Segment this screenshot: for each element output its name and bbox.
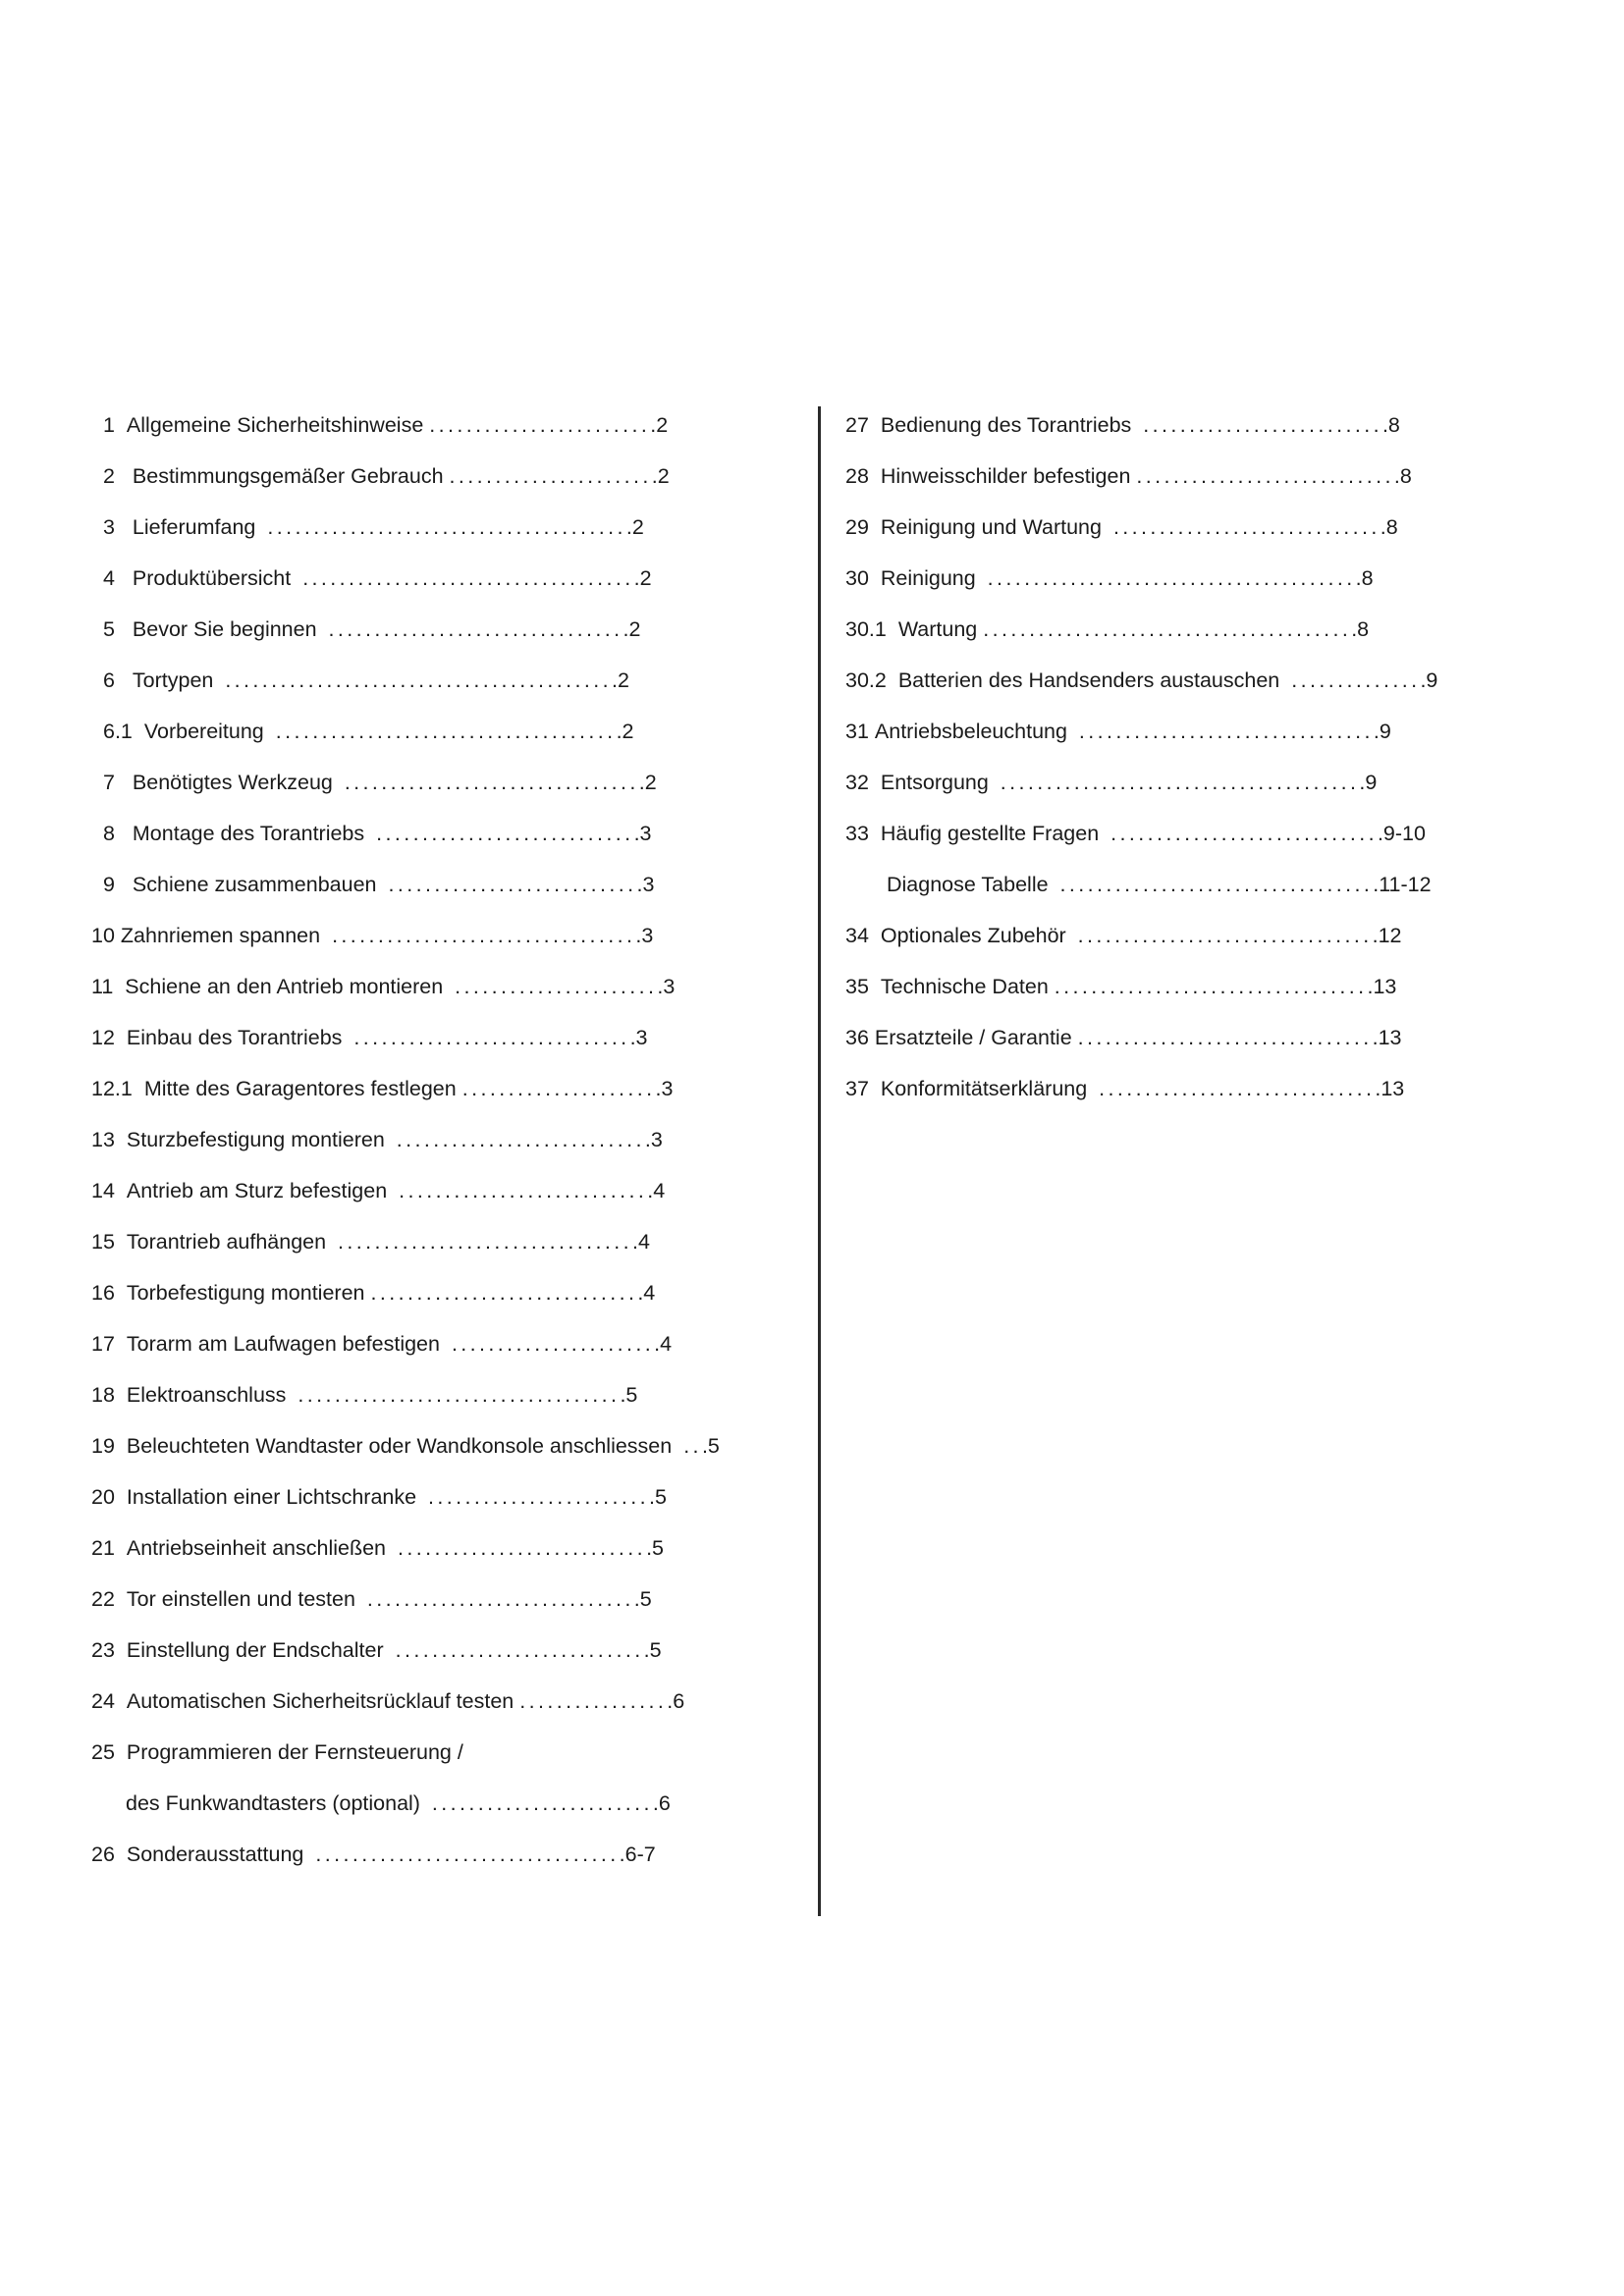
toc-leader-dots: .............................	[1110, 822, 1378, 845]
toc-entry-number: 7	[103, 771, 115, 794]
toc-entry-page: .8	[1355, 566, 1374, 590]
toc-entry-number: 31	[845, 720, 869, 743]
toc-leader-dots: ...........................	[396, 1128, 645, 1151]
toc-entry-number: 12	[91, 1026, 115, 1049]
toc-entry-number: 27	[845, 413, 869, 437]
toc-entry-title: Antrieb am Sturz befestigen	[126, 1179, 388, 1202]
toc-entry-number: 14	[91, 1179, 115, 1202]
toc-entry-number: 6	[103, 668, 115, 692]
toc-entry-number: 29	[845, 515, 869, 539]
toc-entry-title: Lieferumfang	[132, 515, 256, 539]
toc-entry	[91, 1686, 684, 1716]
toc-leader-dots: ......................	[451, 1332, 655, 1356]
toc-leader-dots: ................................	[1078, 720, 1374, 743]
toc-entry-number: 11	[91, 975, 114, 998]
toc-entry-page: .9	[1359, 771, 1378, 794]
toc-entry	[845, 921, 1402, 950]
toc-entry	[91, 972, 675, 1001]
toc-entry	[91, 921, 653, 950]
toc-entry	[845, 972, 1396, 1001]
toc-entry-title: Ersatzteile / Garantie	[874, 1026, 1072, 1049]
toc-leader-dots: .......................................	[267, 515, 626, 539]
toc-leader-dots: ..............................	[353, 1026, 630, 1049]
toc-entry	[845, 768, 1377, 797]
toc-entry	[845, 512, 1398, 542]
toc-entry-title: Bedienung des Torantriebs	[880, 413, 1132, 437]
toc-entry	[91, 1074, 673, 1103]
toc-entry-title: Installation einer Lichtschranke	[126, 1485, 417, 1509]
toc-entry-number: 9	[103, 873, 115, 896]
toc-leader-dots: ...........................	[395, 1638, 644, 1662]
toc-leader-dots: .......................................	[1000, 771, 1360, 794]
toc-entry-title: Tor einstellen und testen	[126, 1587, 355, 1611]
toc-leader-dots: .............................	[366, 1587, 634, 1611]
toc-entry-page: .5	[633, 1587, 652, 1611]
toc-entry-title: Beleuchteten Wandtaster oder Wandkonsole anschliessen	[126, 1434, 673, 1458]
toc-entry	[91, 1584, 652, 1614]
toc-entry-number: 21	[91, 1536, 115, 1560]
toc-leader-dots: ........................	[429, 413, 651, 437]
toc-entry-title: Technische Daten	[880, 975, 1049, 998]
toc-entry	[103, 563, 652, 593]
toc-entry-number: 30	[845, 566, 869, 590]
toc-entry-title: Häufig gestellte Fragen	[880, 822, 1100, 845]
toc-entry-number: 5	[103, 617, 115, 641]
toc-entry-page: .2	[638, 771, 657, 794]
toc-entry-number: 13	[91, 1128, 115, 1151]
toc-entry-page: .4	[632, 1230, 650, 1254]
toc-entry	[887, 870, 1432, 899]
toc-entry-page: .8	[1351, 617, 1370, 641]
toc-entry-title: Allgemeine Sicherheitshinweise	[126, 413, 424, 437]
toc-leader-dots: ................................	[1077, 1026, 1373, 1049]
toc-entry-page: .3	[633, 822, 652, 845]
toc-entry-title: Elektroanschluss	[126, 1383, 287, 1407]
toc-leader-dots: ..................................	[1054, 975, 1368, 998]
toc-entry-page: .9-10	[1377, 822, 1426, 845]
toc-entry-page: .3	[644, 1128, 663, 1151]
toc-entry-number: 16	[91, 1281, 115, 1305]
toc-entry-title: Produktübersicht	[132, 566, 292, 590]
toc-entry-number: 18	[91, 1383, 115, 1407]
toc-entry-page: .4	[647, 1179, 666, 1202]
toc-entry-number: 32	[845, 771, 869, 794]
toc-entry-title: Torarm am Laufwagen befestigen	[126, 1332, 440, 1356]
toc-entry-title: Automatischen Sicherheitsrücklauf testen	[126, 1689, 514, 1713]
toc-entry-number: 30.1	[845, 617, 887, 641]
toc-entry-number: 3	[103, 515, 115, 539]
toc-entry	[91, 1278, 655, 1308]
toc-entry	[91, 1023, 648, 1052]
toc-entry-page: .2	[625, 515, 644, 539]
toc-entry-page: .3	[629, 1026, 648, 1049]
toc-entry	[845, 461, 1412, 491]
toc-leader-dots: ........................	[431, 1791, 653, 1815]
toc-entry-title: Batterien des Handsenders austauschen	[897, 668, 1280, 692]
toc-leader-dots: ........................................	[987, 566, 1356, 590]
toc-entry-number: 6.1	[103, 720, 133, 743]
toc-entry-page: .2	[633, 566, 652, 590]
toc-leader-dots: ....................................	[302, 566, 634, 590]
toc-entry	[91, 1431, 720, 1461]
toc-entry-page: .2	[623, 617, 641, 641]
toc-entry	[845, 666, 1437, 695]
toc-entry	[845, 410, 1400, 440]
toc-entry-title: Montage des Torantriebs	[132, 822, 365, 845]
toc-leader-dots: ..........................................	[225, 668, 612, 692]
column-divider	[818, 406, 821, 1916]
toc-entry	[91, 1176, 665, 1205]
toc-entry	[91, 1227, 650, 1256]
toc-leader-dots: ................................	[338, 1230, 632, 1254]
toc-entry-page: .8	[1393, 464, 1412, 488]
toc-entry-title: Entsorgung	[880, 771, 989, 794]
toc-leader-dots: .............................	[1112, 515, 1380, 539]
toc-entry-number: 17	[91, 1332, 115, 1356]
toc-entry-page: .13	[1375, 1077, 1405, 1100]
toc-entry-number: 1	[103, 413, 115, 437]
toc-entry-number: 34	[845, 924, 869, 947]
toc-entry	[845, 563, 1374, 593]
toc-entry-page: .8	[1380, 515, 1398, 539]
toc-entry-number: 4	[103, 566, 115, 590]
toc-leader-dots: ...........................	[388, 873, 637, 896]
toc-entry-page: .5	[643, 1638, 662, 1662]
toc-entry-page: .13	[1367, 975, 1397, 998]
toc-leader-dots: ........................	[428, 1485, 649, 1509]
toc-entry	[91, 1380, 637, 1410]
toc-entry-number: 10	[91, 924, 115, 947]
toc-entry	[91, 1635, 662, 1665]
toc-entry	[845, 614, 1369, 644]
toc-entry-page: .2	[612, 668, 629, 692]
toc-entry-number: 12.1	[91, 1077, 133, 1100]
toc-entry-page: .3	[657, 975, 676, 998]
toc-leader-dots: ............................	[376, 822, 634, 845]
toc-leader-dots: ..............	[1291, 668, 1421, 692]
toc-entry-number: 8	[103, 822, 115, 845]
toc-entry-title: Optionales Zubehör	[880, 924, 1066, 947]
toc-entry-title: Hinweisschilder befestigen	[880, 464, 1131, 488]
toc-entry	[103, 870, 654, 899]
toc-leader-dots: .............................	[370, 1281, 638, 1305]
toc-entry-page: .12	[1372, 924, 1402, 947]
toc-entry-number: 24	[91, 1689, 115, 1713]
toc-entry-title: Reinigung	[880, 566, 976, 590]
toc-entry-number: 22	[91, 1587, 115, 1611]
toc-leader-dots: .................................	[315, 1842, 620, 1866]
toc-entry	[91, 1125, 663, 1154]
toc-entry-title: Vorbereitung	[143, 720, 264, 743]
toc-entry	[845, 1023, 1402, 1052]
toc-entry-page: .6	[667, 1689, 685, 1713]
toc-entry-title: Antriebseinheit anschließen	[126, 1536, 387, 1560]
toc-entry-number: 28	[845, 464, 869, 488]
toc-entry	[845, 1074, 1404, 1103]
toc-leader-dots: ..	[683, 1434, 702, 1458]
toc-entry	[91, 1533, 664, 1563]
toc-leader-dots: ...................................	[298, 1383, 621, 1407]
toc-entry-number: 26	[91, 1842, 115, 1866]
toc-leader-dots: ............................	[1136, 464, 1394, 488]
toc-entry-page: .3	[636, 873, 655, 896]
toc-entry-page: .9	[1373, 720, 1391, 743]
toc-entry	[103, 819, 652, 848]
toc-leader-dots: ..................................	[1059, 873, 1374, 896]
toc-entry-page: .4	[637, 1281, 656, 1305]
toc-leader-dots: ..............................	[1099, 1077, 1376, 1100]
toc-entry-number: 36	[845, 1026, 869, 1049]
toc-entry-page: .5	[701, 1434, 720, 1458]
toc-leader-dots: ................	[519, 1689, 668, 1713]
toc-entry-page: .5	[649, 1485, 667, 1509]
toc-entry-title: Antriebsbeleuchtung	[874, 720, 1067, 743]
toc-entry-title: Einbau des Torantriebs	[126, 1026, 343, 1049]
toc-entry-title: des Funkwandtasters (optional)	[126, 1791, 420, 1815]
toc-entry-title: Sturzbefestigung montieren	[126, 1128, 385, 1151]
toc-entry-number: 19	[91, 1434, 115, 1458]
toc-entry-page: .4	[654, 1332, 673, 1356]
toc-entry-page: .8	[1381, 413, 1400, 437]
toc-entry-number: 23	[91, 1638, 115, 1662]
toc-entry-number: 35	[845, 975, 869, 998]
toc-leader-dots: ......................	[449, 464, 652, 488]
toc-entry-page: .2	[616, 720, 634, 743]
toc-entry	[103, 512, 644, 542]
toc-entry-page: .3	[655, 1077, 674, 1100]
toc-entry-number: 30.2	[845, 668, 887, 692]
toc-entry-page: .11-12	[1373, 873, 1432, 896]
toc-leader-dots: ..........................	[1143, 413, 1382, 437]
toc-leader-dots: .....................................	[275, 720, 617, 743]
toc-entry-page: .5	[646, 1536, 664, 1560]
toc-entry-title: Tortypen	[132, 668, 214, 692]
toc-entry	[103, 410, 668, 440]
toc-entry-page: .9	[1420, 668, 1438, 692]
toc-entry-number: 33	[845, 822, 869, 845]
toc-leader-dots: ...........................	[397, 1536, 647, 1560]
toc-leader-dots: .................................	[332, 924, 636, 947]
toc-entry	[845, 819, 1426, 848]
toc-entry-title: Einstellung der Endschalter	[126, 1638, 384, 1662]
toc-entry	[103, 768, 657, 797]
toc-entry-title: Reinigung und Wartung	[880, 515, 1102, 539]
toc-entry-page: .2	[651, 464, 670, 488]
toc-entry-number: 15	[91, 1230, 115, 1254]
toc-entry-title: Torbefestigung montieren	[126, 1281, 365, 1305]
toc-leader-dots: ...........................	[399, 1179, 648, 1202]
toc-entry	[103, 666, 629, 695]
toc-entry-title: Wartung	[897, 617, 978, 641]
toc-entry-page: .6	[652, 1791, 671, 1815]
toc-leader-dots: ........................................	[983, 617, 1352, 641]
toc-entry	[845, 717, 1391, 746]
toc-entry-title: Diagnose Tabelle	[887, 873, 1049, 896]
toc-entry-page: .13	[1372, 1026, 1402, 1049]
toc-leader-dots: ................................	[328, 617, 623, 641]
toc-entry	[103, 461, 670, 491]
toc-entry-title: Benötigtes Werkzeug	[132, 771, 333, 794]
toc-entry	[91, 1482, 667, 1512]
toc-entry-title: Schiene zusammenbauen	[132, 873, 377, 896]
toc-entry	[103, 614, 640, 644]
toc-entry-title: Bevor Sie beginnen	[132, 617, 317, 641]
toc-leader-dots: .....................	[461, 1077, 656, 1100]
toc-entry-page: .6-7	[619, 1842, 656, 1866]
toc-entry	[126, 1789, 671, 1818]
toc-entry-number: 25	[91, 1740, 115, 1764]
toc-entry	[103, 717, 634, 746]
toc-leader-dots: ................................	[1077, 924, 1373, 947]
toc-entry-number: 37	[845, 1077, 869, 1100]
toc-entry-title: Sonderausstattung	[126, 1842, 304, 1866]
toc-entry	[91, 1329, 672, 1359]
toc-entry	[91, 1840, 656, 1869]
toc-entry	[91, 1737, 469, 1767]
toc-leader-dots: ................................	[344, 771, 639, 794]
toc-entry-page: .5	[620, 1383, 638, 1407]
toc-entry-page: .3	[635, 924, 654, 947]
toc-entry-page: .2	[650, 413, 669, 437]
toc-entry-number: 2	[103, 464, 115, 488]
toc-entry-title: Bestimmungsgemäßer Gebrauch	[132, 464, 444, 488]
toc-entry-title: Konformitätserklärung	[880, 1077, 1088, 1100]
toc-leader-dots: ......................	[455, 975, 658, 998]
toc-entry-title: Zahnriemen spannen	[120, 924, 321, 947]
toc-entry-title: Torantrieb aufhängen	[126, 1230, 327, 1254]
toc-entry-number: 20	[91, 1485, 115, 1509]
toc-entry-title: Programmieren der Fernsteuerung /	[126, 1740, 463, 1764]
toc-entry-title: Schiene an den Antrieb montieren	[125, 975, 444, 998]
toc-entry-title: Mitte des Garagentores festlegen	[143, 1077, 457, 1100]
